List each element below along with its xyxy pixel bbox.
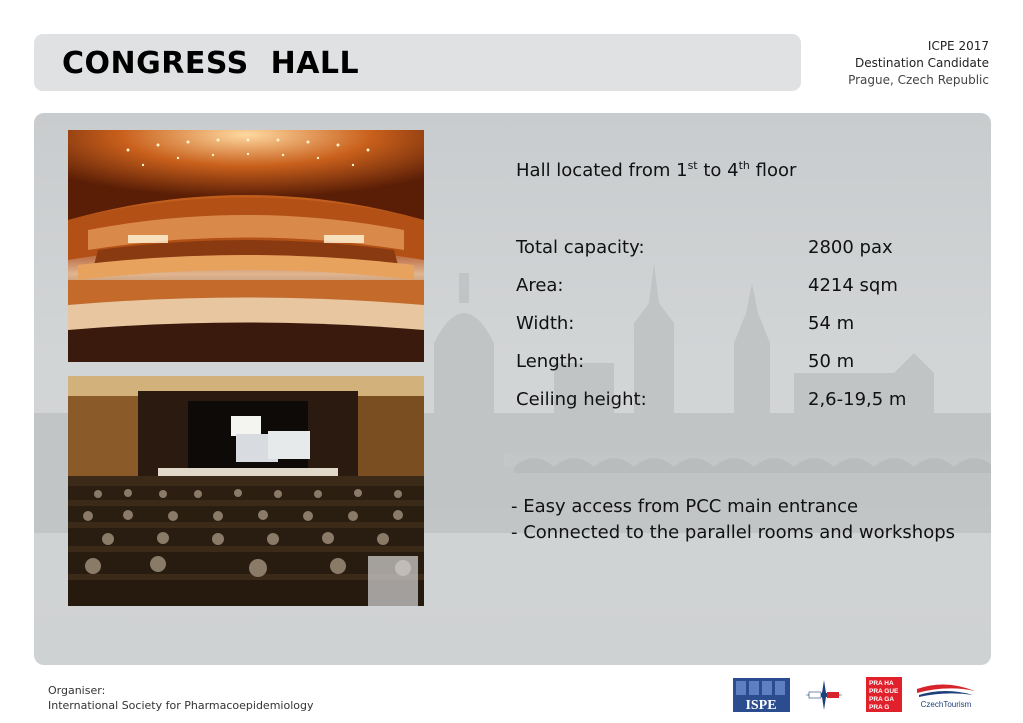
organiser-label: Organiser: xyxy=(48,684,106,697)
floor-info-prefix: Hall located from 1 xyxy=(516,160,688,181)
spec-value-width: 54 m xyxy=(808,313,855,334)
floor-info-suffix: floor xyxy=(749,160,797,181)
floor-info-sup1: st xyxy=(687,159,698,172)
floor-info xyxy=(516,160,796,181)
spec-label-ceiling-height: Ceiling height: xyxy=(516,389,647,410)
spec-label-length: Length: xyxy=(516,351,585,372)
ispe-logo xyxy=(733,678,790,712)
praha-logo xyxy=(866,677,902,712)
event-name: ICPE 2017 xyxy=(927,39,989,53)
praha-logo-line2: PRA GUE xyxy=(869,688,899,695)
event-location: Prague, Czech Republic xyxy=(848,73,989,87)
congress-hall-photo xyxy=(68,130,424,362)
ispe-logo-text: ISPE xyxy=(745,698,777,712)
floor-info-sup2: th xyxy=(738,159,750,172)
title-bar xyxy=(34,34,801,91)
spec-label-area: Area: xyxy=(516,275,564,296)
praha-logo-line4: PRA G xyxy=(869,704,890,711)
spec-value-length: 50 m xyxy=(808,351,855,372)
praha-logo-line1: PRA HA xyxy=(869,680,894,687)
czechtourism-logo-text: CzechTourism xyxy=(920,700,972,709)
feature-access: - Easy access from PCC main entrance xyxy=(511,496,859,517)
page-title: CONGRESS HALL xyxy=(62,46,360,81)
czechtourism-logo xyxy=(915,681,977,709)
spec-value-capacity: 2800 pax xyxy=(808,237,893,258)
event-status: Destination Candidate xyxy=(854,56,989,70)
spec-value-ceiling-height: 2,6-19,5 m xyxy=(808,389,907,410)
praha-logo-line3: PRA GA xyxy=(869,696,895,703)
spec-value-area: 4214 sqm xyxy=(808,275,898,296)
spec-label-capacity: Total capacity: xyxy=(516,237,645,258)
event-info xyxy=(848,38,989,89)
floor-info-middle: to 4 xyxy=(697,160,739,181)
spec-label-width: Width: xyxy=(516,313,575,334)
convention-bureau-logo xyxy=(805,680,843,710)
conference-audience-photo xyxy=(68,376,424,606)
organiser-name: International Society for Pharmacoepidemiology xyxy=(48,699,314,712)
feature-connected: - Connected to the parallel rooms and workshops xyxy=(511,522,956,543)
